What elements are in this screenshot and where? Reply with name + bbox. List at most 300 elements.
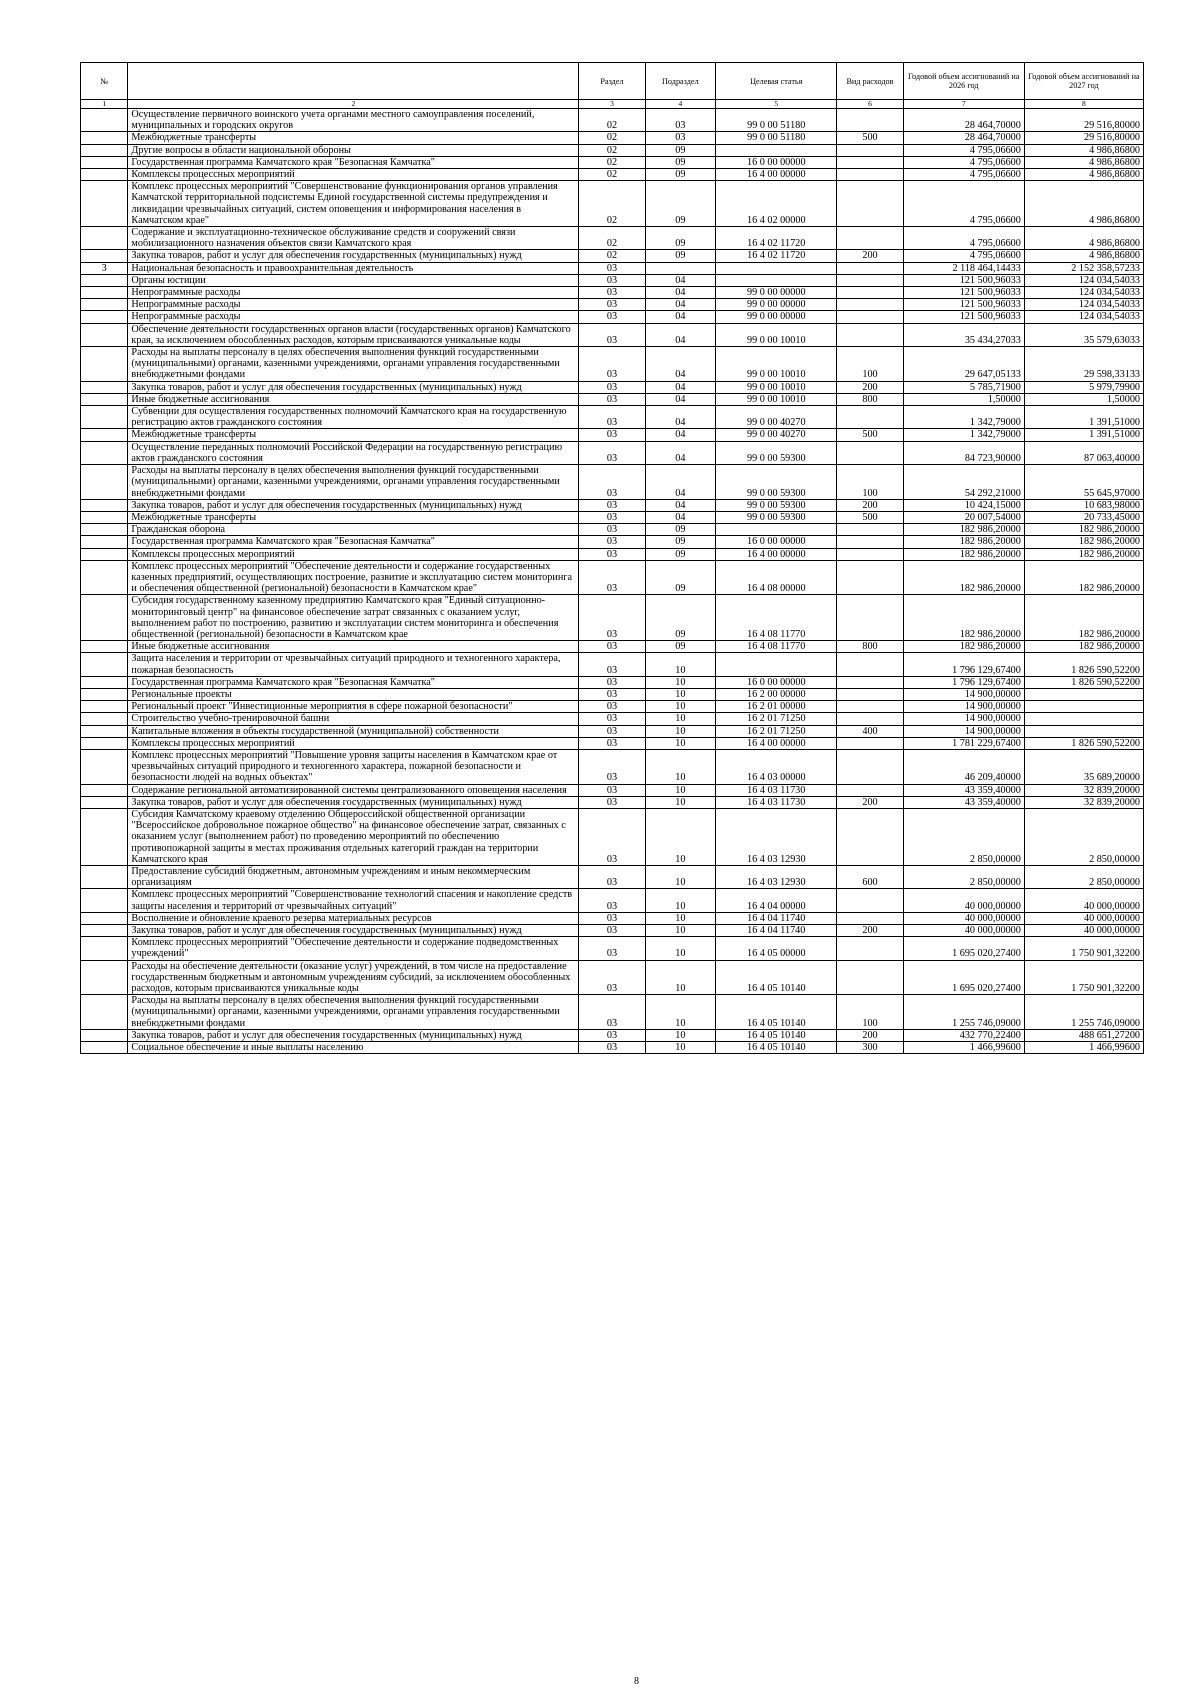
row-amount-2027: 182 986,20000 [1024, 560, 1143, 595]
row-amount-2027: 1 750 901,32200 [1024, 960, 1143, 995]
row-amount-2026: 121 500,96033 [903, 299, 1024, 311]
row-razdel: 03 [579, 912, 645, 924]
row-target-article: 16 4 03 00000 [716, 749, 837, 784]
row-amount-2026: 40 000,00000 [903, 889, 1024, 912]
row-amount-2027: 2 850,00000 [1024, 866, 1143, 889]
row-name: Комплекс процессных мероприятий "Совершенствование функционирования органов управления Камчатской территориальной подсистемы Единой государственной системы предупреждения и ликвидации чрезвычайных ситуаций, систем оповещения и информирования населения в Камчатском крае" [128, 181, 579, 227]
row-expense-type [837, 749, 903, 784]
table-row [81, 1029, 1144, 1041]
row-amount-2026: 1 781 229,67400 [903, 737, 1024, 749]
row-amount-2027 [1024, 713, 1143, 725]
row-amount-2027: 182 986,20000 [1024, 595, 1143, 641]
table-row [81, 347, 1144, 382]
row-name: Субсидия Камчатскому краевому отделению Общероссийской общественной организации "Всероссийское добровольное пожарное общество" на финансовое обеспечение затрат, связанных с оказанием услуг (выполнением работ) по проведению мероприятий по обеспечению противопожарной защиты в местах проживания отдельных категорий граждан на территории Камчатского края [128, 808, 579, 865]
row-amount-2026: 28 464,70000 [903, 132, 1024, 144]
row-podrazdel: 10 [645, 937, 716, 960]
row-amount-2026: 182 986,20000 [903, 548, 1024, 560]
row-amount-2027: 1,50000 [1024, 393, 1143, 405]
row-razdel: 03 [579, 1029, 645, 1041]
table-row [81, 1042, 1144, 1054]
row-target-article: 99 0 00 59300 [716, 499, 837, 511]
row-amount-2027: 1 466,99600 [1024, 1042, 1143, 1054]
row-expense-type [837, 323, 903, 346]
row-target-article [716, 144, 837, 156]
row-amount-2026: 1 695 020,27400 [903, 960, 1024, 995]
row-razdel: 03 [579, 749, 645, 784]
table-row [81, 227, 1144, 250]
row-target-article: 16 2 01 71250 [716, 725, 837, 737]
row-target-article: 16 4 05 10140 [716, 960, 837, 995]
row-amount-2026: 5 785,71900 [903, 381, 1024, 393]
table-row [81, 465, 1144, 500]
row-amount-2026: 121 500,96033 [903, 287, 1024, 299]
row-target-article: 16 4 05 10140 [716, 1042, 837, 1054]
row-podrazdel: 09 [645, 548, 716, 560]
row-expense-type: 200 [837, 381, 903, 393]
row-number [81, 156, 128, 168]
row-razdel: 03 [579, 725, 645, 737]
row-razdel: 02 [579, 132, 645, 144]
row-name: Содержание региональной автоматизированной системы централизованного оповещения населения [128, 784, 579, 796]
row-razdel: 03 [579, 393, 645, 405]
row-podrazdel: 10 [645, 688, 716, 700]
row-amount-2026: 40 000,00000 [903, 925, 1024, 937]
row-name: Непрограммные расходы [128, 287, 579, 299]
row-razdel: 03 [579, 688, 645, 700]
row-expense-type: 100 [837, 465, 903, 500]
row-name: Закупка товаров, работ и услуг для обеспечения государственных (муниципальных) нужд [128, 499, 579, 511]
table-row [81, 701, 1144, 713]
row-razdel: 03 [579, 641, 645, 653]
row-number [81, 808, 128, 865]
row-target-article: 16 4 02 00000 [716, 181, 837, 227]
row-expense-type: 200 [837, 925, 903, 937]
row-amount-2026: 43 359,40000 [903, 784, 1024, 796]
row-podrazdel: 10 [645, 713, 716, 725]
row-target-article [716, 524, 837, 536]
column-number-row [81, 100, 1144, 109]
row-number [81, 1029, 128, 1041]
header-no: № [81, 63, 128, 100]
row-podrazdel: 10 [645, 960, 716, 995]
column-number: 3 [579, 100, 645, 109]
row-expense-type [837, 299, 903, 311]
table-row [81, 274, 1144, 286]
row-expense-type [837, 311, 903, 323]
table-row [81, 595, 1144, 641]
row-expense-type [837, 274, 903, 286]
row-razdel: 03 [579, 499, 645, 511]
row-target-article: 99 0 00 10010 [716, 323, 837, 346]
table-row [81, 889, 1144, 912]
row-podrazdel: 04 [645, 511, 716, 523]
row-podrazdel: 10 [645, 808, 716, 865]
row-number [81, 784, 128, 796]
row-amount-2026: 182 986,20000 [903, 524, 1024, 536]
table-row [81, 784, 1144, 796]
row-amount-2027: 124 034,54033 [1024, 287, 1143, 299]
row-expense-type: 300 [837, 1042, 903, 1054]
row-number [81, 653, 128, 676]
row-razdel: 03 [579, 381, 645, 393]
row-amount-2026: 84 723,90000 [903, 441, 1024, 464]
row-expense-type: 100 [837, 995, 903, 1030]
row-target-article: 16 4 05 00000 [716, 937, 837, 960]
row-podrazdel: 10 [645, 737, 716, 749]
table-row [81, 688, 1144, 700]
row-amount-2026: 4 795,06600 [903, 169, 1024, 181]
table-row [81, 262, 1144, 274]
row-name: Расходы на выплаты персоналу в целях обеспечения выполнения функций государственными (муниципальными) органами, казенными учреждениями, органами управления государственными внебюджетными фондами [128, 465, 579, 500]
row-name: Осуществление переданных полномочий Российской Федерации на государственную регистрацию актов гражданского состояния [128, 441, 579, 464]
row-podrazdel: 03 [645, 132, 716, 144]
table-row [81, 109, 1144, 132]
row-number [81, 181, 128, 227]
row-razdel: 03 [579, 960, 645, 995]
row-podrazdel: 09 [645, 250, 716, 262]
row-podrazdel: 04 [645, 499, 716, 511]
row-razdel: 03 [579, 701, 645, 713]
row-number [81, 688, 128, 700]
row-number [81, 144, 128, 156]
table-row [81, 250, 1144, 262]
row-number [81, 311, 128, 323]
row-number [81, 960, 128, 995]
row-name: Национальная безопасность и правоохранительная деятельность [128, 262, 579, 274]
row-amount-2026: 40 000,00000 [903, 912, 1024, 924]
row-number [81, 441, 128, 464]
table-row [81, 713, 1144, 725]
row-expense-type [837, 441, 903, 464]
header-vid: Вид расходов [837, 63, 903, 100]
row-target-article [716, 262, 837, 274]
table-row [81, 676, 1144, 688]
column-number: 5 [716, 100, 837, 109]
row-amount-2027 [1024, 701, 1143, 713]
column-number: 6 [837, 100, 903, 109]
row-amount-2026: 4 795,06600 [903, 227, 1024, 250]
row-razdel: 03 [579, 808, 645, 865]
row-amount-2027: 5 979,79900 [1024, 381, 1143, 393]
row-name: Закупка товаров, работ и услуг для обеспечения государственных (муниципальных) нужд [128, 381, 579, 393]
table-row [81, 725, 1144, 737]
table-row [81, 548, 1144, 560]
row-expense-type: 200 [837, 250, 903, 262]
row-expense-type [837, 181, 903, 227]
row-name: Субвенции для осуществления государственных полномочий Камчатского края на государственную регистрацию актов гражданского состояния [128, 406, 579, 429]
header-name [128, 63, 579, 100]
row-target-article: 99 0 00 00000 [716, 287, 837, 299]
row-amount-2027: 1 750 901,32200 [1024, 937, 1143, 960]
row-razdel: 03 [579, 441, 645, 464]
table-row [81, 808, 1144, 865]
row-razdel: 03 [579, 274, 645, 286]
row-razdel: 03 [579, 524, 645, 536]
row-number [81, 499, 128, 511]
row-razdel: 03 [579, 925, 645, 937]
row-amount-2027: 87 063,40000 [1024, 441, 1143, 464]
row-name: Государственная программа Камчатского края "Безопасная Камчатка" [128, 676, 579, 688]
row-target-article: 99 0 00 10010 [716, 347, 837, 382]
row-razdel: 02 [579, 109, 645, 132]
row-number [81, 912, 128, 924]
column-number: 7 [903, 100, 1024, 109]
row-expense-type [837, 536, 903, 548]
row-expense-type [837, 406, 903, 429]
row-expense-type [837, 653, 903, 676]
header-2027: Годовой объем ассигнований на 2027 год [1024, 63, 1143, 100]
row-number [81, 274, 128, 286]
row-number [81, 299, 128, 311]
row-podrazdel: 09 [645, 227, 716, 250]
row-razdel: 03 [579, 560, 645, 595]
row-podrazdel: 10 [645, 796, 716, 808]
row-target-article: 16 0 00 00000 [716, 536, 837, 548]
row-expense-type [837, 156, 903, 168]
row-razdel: 03 [579, 299, 645, 311]
row-expense-type [837, 109, 903, 132]
row-podrazdel: 09 [645, 536, 716, 548]
row-name: Субсидия государственному казенному предприятию Камчатского края "Единый ситуационно-мониторинговый центр" на финансовое обеспечение затрат связанных с оказанием услуг, выполнением работ по построению, развитию и эксплуатации систем мониторинга и обеспечения общественной (региональной) безопасности в Камчатском крае [128, 595, 579, 641]
row-number [81, 749, 128, 784]
table-row [81, 511, 1144, 523]
table-body [81, 109, 1144, 1054]
row-number: 3 [81, 262, 128, 274]
table-row [81, 960, 1144, 995]
row-amount-2026: 182 986,20000 [903, 595, 1024, 641]
row-expense-type [837, 960, 903, 995]
row-amount-2026: 182 986,20000 [903, 560, 1024, 595]
row-podrazdel: 04 [645, 287, 716, 299]
row-amount-2027 [1024, 688, 1143, 700]
row-number [81, 406, 128, 429]
row-podrazdel: 04 [645, 393, 716, 405]
row-target-article: 16 4 00 00000 [716, 548, 837, 560]
row-name: Предоставление субсидий бюджетным, автономным учреждениям и иным некоммерческим организациям [128, 866, 579, 889]
row-expense-type [837, 737, 903, 749]
row-razdel: 03 [579, 595, 645, 641]
row-target-article: 16 4 08 00000 [716, 560, 837, 595]
row-amount-2027: 4 986,86800 [1024, 156, 1143, 168]
table-row [81, 406, 1144, 429]
row-expense-type [837, 808, 903, 865]
table-row [81, 381, 1144, 393]
row-amount-2027: 182 986,20000 [1024, 524, 1143, 536]
row-podrazdel: 04 [645, 299, 716, 311]
row-number [81, 109, 128, 132]
row-amount-2026: 121 500,96033 [903, 274, 1024, 286]
row-name: Государственная программа Камчатского края "Безопасная Камчатка" [128, 536, 579, 548]
row-number [81, 866, 128, 889]
row-amount-2027: 2 850,00000 [1024, 808, 1143, 865]
row-number [81, 925, 128, 937]
row-number [81, 429, 128, 441]
row-target-article: 16 2 01 71250 [716, 713, 837, 725]
row-amount-2026: 4 795,06600 [903, 250, 1024, 262]
row-name: Другие вопросы в области национальной обороны [128, 144, 579, 156]
row-expense-type: 400 [837, 725, 903, 737]
table-row [81, 737, 1144, 749]
budget-page [80, 62, 1144, 1054]
row-name: Социальное обеспечение и иные выплаты населению [128, 1042, 579, 1054]
row-target-article: 16 2 00 00000 [716, 688, 837, 700]
row-amount-2026: 1 466,99600 [903, 1042, 1024, 1054]
row-target-article: 16 4 02 11720 [716, 250, 837, 262]
table-row [81, 429, 1144, 441]
row-amount-2027: 1 391,51000 [1024, 429, 1143, 441]
row-name: Комплексы процессных мероприятий [128, 548, 579, 560]
table-row [81, 169, 1144, 181]
row-expense-type [837, 262, 903, 274]
row-amount-2027: 124 034,54033 [1024, 299, 1143, 311]
table-row [81, 132, 1144, 144]
row-name: Непрограммные расходы [128, 299, 579, 311]
row-number [81, 536, 128, 548]
row-amount-2027: 40 000,00000 [1024, 912, 1143, 924]
table-row [81, 796, 1144, 808]
table-row [81, 653, 1144, 676]
row-razdel: 03 [579, 429, 645, 441]
row-name: Комплексы процессных мероприятий [128, 169, 579, 181]
row-podrazdel: 04 [645, 465, 716, 500]
row-amount-2027: 1 826 590,52200 [1024, 737, 1143, 749]
row-razdel: 03 [579, 653, 645, 676]
row-number [81, 287, 128, 299]
row-name: Расходы на обеспечение деятельности (оказание услуг) учреждений, в том числе на предоставление государственным бюджетным и автономным учреждениям субсидий, за исключением обособленных расходов, которым присваиваются уникальные коды [128, 960, 579, 995]
row-amount-2027: 124 034,54033 [1024, 274, 1143, 286]
header-target: Целевая статья [716, 63, 837, 100]
row-amount-2027: 488 651,27200 [1024, 1029, 1143, 1041]
row-expense-type: 200 [837, 499, 903, 511]
row-expense-type [837, 524, 903, 536]
row-expense-type [837, 889, 903, 912]
table-row [81, 323, 1144, 346]
row-number [81, 393, 128, 405]
row-number [81, 465, 128, 500]
row-podrazdel: 10 [645, 912, 716, 924]
row-amount-2026: 1,50000 [903, 393, 1024, 405]
column-number: 8 [1024, 100, 1143, 109]
row-podrazdel: 09 [645, 595, 716, 641]
row-podrazdel: 09 [645, 181, 716, 227]
row-razdel: 03 [579, 676, 645, 688]
row-name: Государственная программа Камчатского края "Безопасная Камчатка" [128, 156, 579, 168]
row-target-article: 16 4 08 11770 [716, 641, 837, 653]
row-amount-2026: 182 986,20000 [903, 536, 1024, 548]
row-amount-2026: 14 900,00000 [903, 725, 1024, 737]
row-podrazdel: 04 [645, 429, 716, 441]
row-amount-2027: 29 598,33133 [1024, 347, 1143, 382]
row-target-article: 16 4 05 10140 [716, 995, 837, 1030]
row-amount-2027: 4 986,86800 [1024, 169, 1143, 181]
row-razdel: 03 [579, 347, 645, 382]
row-podrazdel: 04 [645, 311, 716, 323]
row-target-article: 99 0 00 10010 [716, 393, 837, 405]
row-podrazdel: 10 [645, 725, 716, 737]
row-expense-type [837, 688, 903, 700]
row-amount-2027 [1024, 725, 1143, 737]
row-number [81, 227, 128, 250]
row-razdel: 03 [579, 465, 645, 500]
table-row [81, 560, 1144, 595]
row-name: Комплекс процессных мероприятий "Обеспечение деятельности и содержание государственных казенных предприятий, осуществляющих построение, развитие и эксплуатацию систем мониторинга и обеспечения общественной (региональной) безопасности в Камчатском крае" [128, 560, 579, 595]
row-number [81, 250, 128, 262]
row-amount-2026: 14 900,00000 [903, 713, 1024, 725]
row-number [81, 676, 128, 688]
row-amount-2027: 124 034,54033 [1024, 311, 1143, 323]
row-expense-type [837, 784, 903, 796]
row-name: Гражданская оборона [128, 524, 579, 536]
row-expense-type: 200 [837, 796, 903, 808]
row-name: Закупка товаров, работ и услуг для обеспечения государственных (муниципальных) нужд [128, 1029, 579, 1041]
row-target-article [716, 274, 837, 286]
row-amount-2026: 4 795,06600 [903, 144, 1024, 156]
row-name: Комплекс процессных мероприятий "Совершенствование технологий спасения и накопление средств защиты населения и территорий от чрезвычайных ситуаций" [128, 889, 579, 912]
row-amount-2027: 2 152 358,57233 [1024, 262, 1143, 274]
row-razdel: 03 [579, 536, 645, 548]
row-target-article: 99 0 00 59300 [716, 511, 837, 523]
row-podrazdel: 04 [645, 381, 716, 393]
row-razdel: 02 [579, 169, 645, 181]
row-amount-2026: 2 850,00000 [903, 808, 1024, 865]
row-name: Комплекс процессных мероприятий "Обеспечение деятельности и содержание подведомственных учреждений" [128, 937, 579, 960]
row-number [81, 937, 128, 960]
row-target-article: 16 4 04 00000 [716, 889, 837, 912]
row-razdel: 02 [579, 250, 645, 262]
row-target-article: 99 0 00 59300 [716, 465, 837, 500]
row-expense-type [837, 701, 903, 713]
row-name: Содержание и эксплуатационно-техническое обслуживание средств и сооружений связи мобилизационного назначения объектов связи Камчатского края [128, 227, 579, 250]
row-razdel: 03 [579, 262, 645, 274]
row-amount-2026: 20 007,54000 [903, 511, 1024, 523]
row-podrazdel: 04 [645, 406, 716, 429]
table-row [81, 641, 1144, 653]
row-podrazdel: 09 [645, 641, 716, 653]
row-amount-2026: 1 255 746,09000 [903, 995, 1024, 1030]
row-podrazdel: 04 [645, 441, 716, 464]
row-amount-2026: 43 359,40000 [903, 796, 1024, 808]
row-razdel: 02 [579, 181, 645, 227]
row-number [81, 713, 128, 725]
row-amount-2026: 14 900,00000 [903, 688, 1024, 700]
row-number [81, 381, 128, 393]
row-number [81, 595, 128, 641]
row-amount-2027: 4 986,86800 [1024, 250, 1143, 262]
table-row [81, 524, 1144, 536]
page-mark: 8 [634, 1676, 639, 1687]
row-expense-type [837, 713, 903, 725]
row-amount-2027: 182 986,20000 [1024, 536, 1143, 548]
row-podrazdel: 04 [645, 323, 716, 346]
row-amount-2027: 1 826 590,52200 [1024, 653, 1143, 676]
column-number: 2 [128, 100, 579, 109]
row-razdel: 03 [579, 866, 645, 889]
row-expense-type [837, 912, 903, 924]
row-podrazdel: 10 [645, 784, 716, 796]
row-number [81, 1042, 128, 1054]
row-razdel: 03 [579, 311, 645, 323]
row-razdel: 03 [579, 713, 645, 725]
row-target-article: 99 0 00 51180 [716, 109, 837, 132]
row-expense-type [837, 169, 903, 181]
row-target-article: 16 4 03 12930 [716, 808, 837, 865]
header-2026: Годовой объем ассигнований на 2026 год [903, 63, 1024, 100]
row-target-article: 16 4 04 11740 [716, 912, 837, 924]
row-amount-2026: 54 292,21000 [903, 465, 1024, 500]
row-expense-type [837, 676, 903, 688]
row-target-article: 16 4 04 11740 [716, 925, 837, 937]
row-expense-type: 500 [837, 132, 903, 144]
